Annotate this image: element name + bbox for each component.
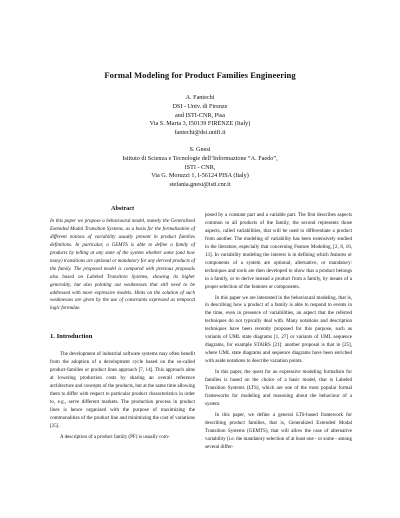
author-name: A. Fantechi (185, 94, 215, 101)
author-name: S. Gnesi (189, 146, 211, 153)
section-heading: 1. Introduction (50, 333, 93, 341)
body-paragraph: In this paper, the quest for an expressive modeling formalism for families is based on the choice of a basic model, that is Labeled Transition Systems (LTS), which are one of the most popular formal frameworks for modeling and reasoning about the behaviour of a system. (205, 369, 352, 407)
abstract-text: In this paper we propose a behavioural model, namely the Generalized Extended Modal Transition Systems, as a basis for the formalization of different notions of variability usually present in product families definitions. In particular, a GEMTS is able to define a family of products by telling at any state of the system whether some (and how many) transitions are optional or mandatory for any derived products of the family. The proposed model is compared with previous proposals also based on Labeled Transition Systems, showing its higher generality, but also pointing out weaknesses that still need to be addressed with more expressive models. Hints on the solution of such weaknesses are given by the use of constraints expressed as temporal logic formulae. (50, 218, 195, 312)
author-email: stefania.gnesi@isti.cnr.it (169, 181, 231, 189)
abstract-heading: Abstract (110, 205, 135, 212)
author-block-2 (0, 146, 400, 190)
body-paragraph: The development of industrial software systems may often benefit from the adoption of a development cycle based on the so-called product-families or product lines approach [7, 14]. This approach aims at lowering production costs by sharing an overall reference architecture and concepts of the products, but at the same time allowing them to differ with respect to particular product characteristics in order to, e.g., serve different markets. The production process in product lines is hence organized with the purpose of maximizing the commonalities of the product line and minimizing the cost of variations [25]. (50, 351, 195, 429)
right-column (205, 212, 352, 455)
author-address: Via G. Moruzzi 1, I-56124 PISA (Italy) (151, 172, 249, 180)
paper-title: Formal Modeling for Product Families Engineering (104, 70, 296, 80)
body-paragraph: In this paper, we define a general LTS-based framework for describing product families, that is, Generalized Extended Modal Transition Systems (GEMTS), that will allow the case of alternative variability (i.e. the mandatory selection of at least one - or some - among several differ- (205, 411, 353, 450)
author-affiliation: and ISTI-CNR, Pisa (174, 111, 225, 119)
author-email: fantechi@dsi.unifi.it (174, 129, 226, 137)
left-column (50, 205, 195, 445)
author-affiliation: Istituto di Scienza e Tecnologie dell’Informazione “A. Faedo”, (122, 154, 278, 162)
author-address: Via S. Marta 3, I50139 FIRENZE (Italy) (149, 120, 251, 128)
body-paragraph: In this paper we are interested in the behavioural modeling, that is, in describing how a product of a family is able to respond to events in the time, even in presence of variabilities, an aspect that the referred techniques do not typically deal with. Many notations and description techniques have been recently proposed for this purpose, such as variants of UML state diagrams [1, 27] or variants of UML sequence diagrams, for example STAIRS [21]: another proposal is that in [25], where UML state diagrams and sequence diagrams have been enriched with aside notations to describe variation points. (205, 294, 352, 365)
body-paragraph: posed by a constant part and a variable part. The first describes aspects common to all products of the family, the second represents those aspects, called variabilities, that will be used to differentiate a product from another. The modeling of variability has been extensively studied in the literature, especially that concerning Feature Modeling, [2, 8, 16, 13]. In variability modeling the interest is in defining which features or components of a system are optional, alternative, or mandatory: techniques and tools are then developed to show that a product belongs to a family, or to derive instead a product from a family, by means of a proper selection of the features or components. (205, 212, 352, 290)
author-block-1 (0, 94, 400, 138)
body-paragraph: A description of a product family (PF) is usually com- (60, 433, 170, 440)
author-affiliation: ISTI - CNR, (184, 163, 216, 171)
author-affiliation: DSI - Univ. di Firenze (172, 102, 228, 110)
